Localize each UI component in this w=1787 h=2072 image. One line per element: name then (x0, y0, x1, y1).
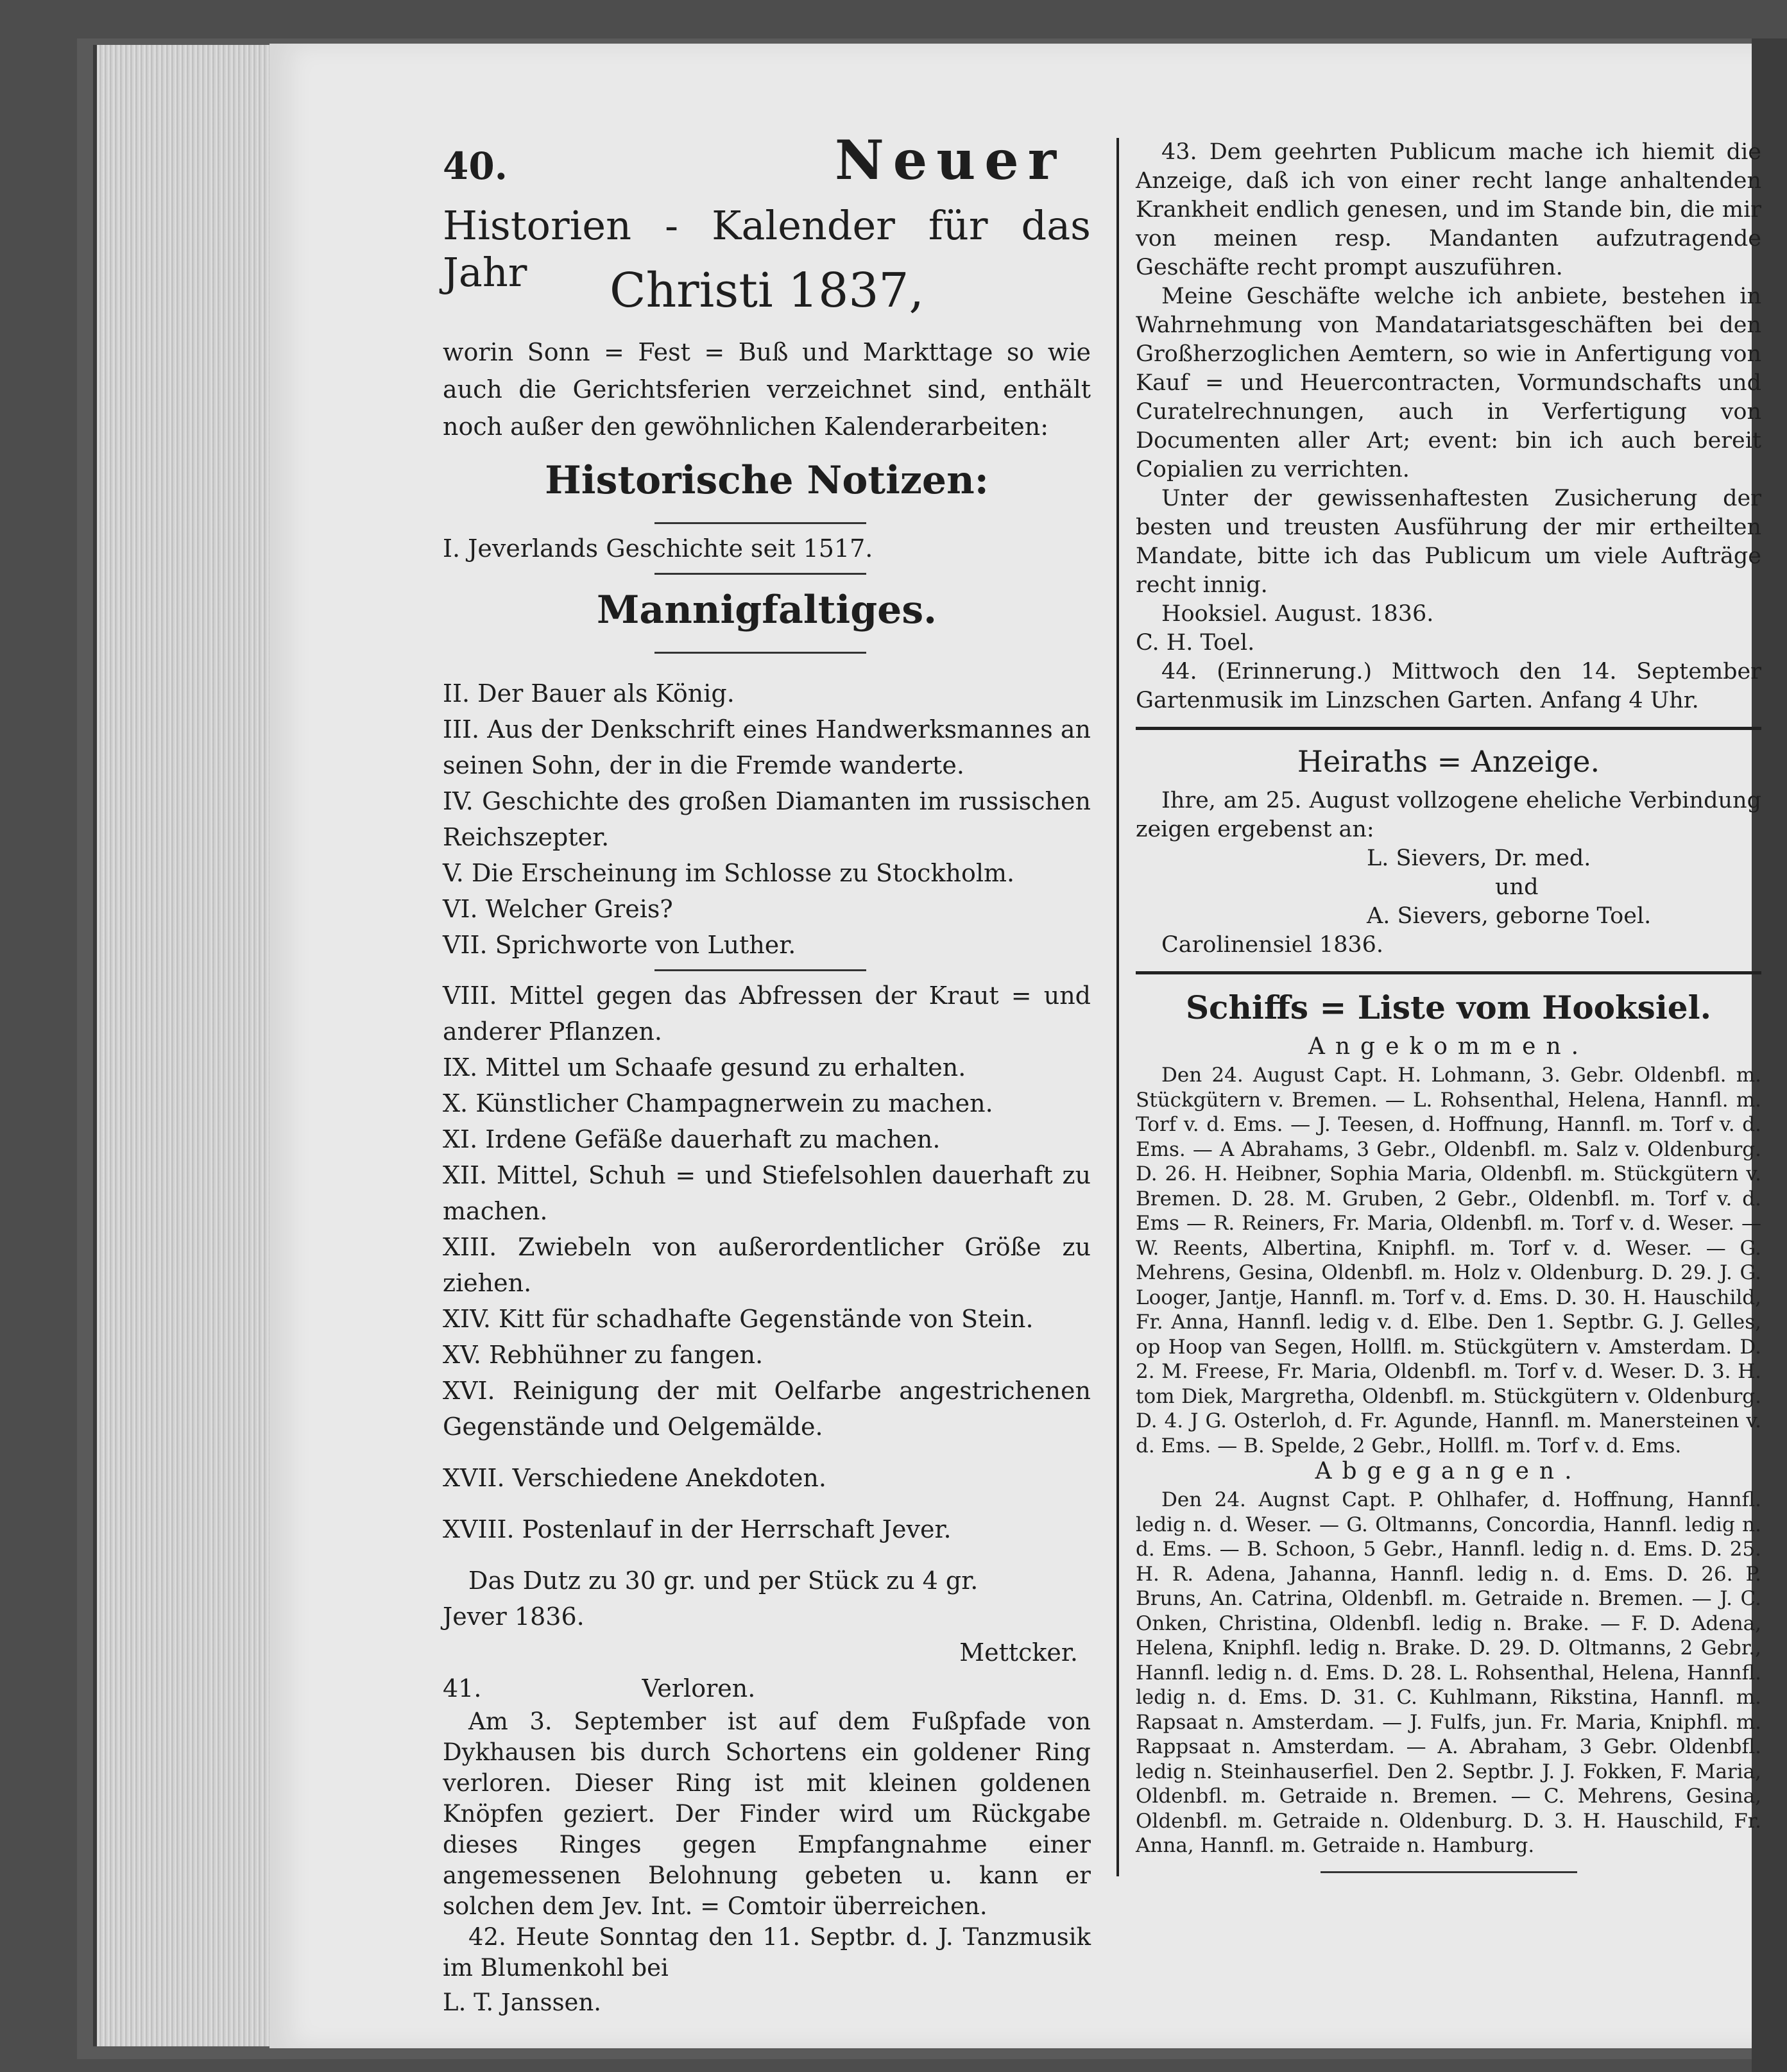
list-item: XV. Rebhühner zu fangen. (443, 1341, 764, 1369)
ad-43-place-date: Hooksiel. August. 1836. (1161, 601, 1434, 627)
title-line-3: Christi 1837, (609, 263, 925, 318)
notes-heading: Historische Notizen: (545, 458, 989, 503)
list-item: VII. Sprichworte von Luther. (443, 931, 796, 959)
ad-43-paragraph-3: Unter der gewissenhaftesten Zusicherung der besten und treusten Ausführung der mir ertheilten Mandate, bitte ich das Publicum um viele Aufträge recht innig. (1136, 486, 1761, 598)
left-column (443, 128, 1091, 2018)
ad-43-paragraph-1: 43. Dem geehrten Publicum mache ich hiemit die Anzeige, daß ich von einer recht lange anhaltenden Krankheit endlich genesen, und im Stande bin, die mir von meinen resp. Mandanten aufzutragende Geschäfte recht prompt auszuführen. (1136, 139, 1761, 280)
ad-44-text: 44. (Erinnerung.) Mittwoch den 14. September Gartenmusik im Linzschen Garten. Anfang 4 Uhr. (1136, 659, 1761, 713)
list-item: XVI. Reinigung der mit Oelfarbe angestrichenen Gegenstände und Oelgemälde. (443, 1377, 1091, 1441)
list-item: XI. Irdene Gefäße dauerhaft zu machen. (443, 1125, 941, 1153)
marriage-heading: Heiraths = Anzeige. (1297, 744, 1600, 779)
marriage-place-date: Carolinensiel 1836. (1161, 932, 1384, 958)
column-divider (1116, 138, 1119, 1876)
list-item: XII. Mittel, Schuh = und Stiefelsohlen dauerhaft zu machen. (443, 1161, 1091, 1225)
list-item: XIII. Zwiebeln von außerordentlicher Größe zu ziehen. (443, 1233, 1091, 1297)
list-item: VI. Welcher Greis? (443, 895, 673, 923)
ad-title: Verloren. (642, 1674, 756, 1703)
arrived-heading: Angekommen. (1308, 1033, 1589, 1060)
title-line-1: Neuer (835, 128, 1065, 192)
departed-heading: Abgegangen. (1315, 1458, 1582, 1484)
ad-43-signature: C. H. Toel. (1136, 630, 1255, 656)
ad-41-text: Am 3. September ist auf dem Fußpfade von Dykhausen bis durch Schortens ein goldener Ring verloren. Dieser Ring ist mit kleinen goldenen Knöpfen geziert. Der Finder wird um Rückgabe dieses Ringes gegen Empfangnahme einer angemessenen Belohnung gebeten u. kann er solchen dem Jev. Int. = Comtoir überreichen. (443, 1708, 1091, 1920)
arrived-list: Den 24. August Capt. H. Lohmann, 3. Gebr. Oldenbfl. m. Stückgütern v. Bremen. — L. Rohsenthal, Helena, Hannfl. m. Torf v. d. Ems. — J. Teesen, d. Hoffnung, Hannfl. m. Torf v. d. Ems. — A Abrahams, 3 Gebr., Oldenbfl. m. Salz v. Oldenburg. D. 26. H. Heibner, Sophia Maria, Oldenbfl. m. Stückgütern v. Bremen. D. 28. M. Gruben, 2 Gebr., Oldenbfl. m. Torf v. d. Ems — R. Reiners, Fr. Maria, Oldenbfl. m. Torf v. d. Weser. — W. Reents, Albertina, Kniphfl. m. Torf v. d. Weser. — G. Mehrens, Gesina, Oldenbfl. m. Holz v. Oldenburg. D. 29. J. G. Looger, Jantje, Hannfl. m. Torf v. d. Ems. D. 30. H. Hauschild, Fr. Anna, Hannfl. ledig v. d. Elbe. Den 1. Septbr. G. J. Gelles, op Hoop van Segen, Hollfl. m. Stückgütern v. Amsterdam. D. 2. M. Freese, Fr. Maria, Oldenbfl. m. Torf v. d. Weser. D. 3. H. tom Diek, Margretha, Oldenbfl. m. Stückgütern v. Oldenburg. D. 4. J G. Osterloh, d. Fr. Agunde, Hannfl. m. Manersteinen v. d. Ems. — B. Spelde, 2 Gebr., Hollfl. m. Torf v. d. Ems. (1136, 1064, 1761, 1457)
misc-heading: Mannigfaltiges. (596, 588, 937, 633)
right-column (1136, 138, 1761, 1873)
ad-42-signature: L. T. Janssen. (443, 1989, 602, 2016)
list-item: II. Der Bauer als König. (443, 679, 735, 708)
divider (654, 652, 866, 654)
ships-heading: Schiffs = Liste vom Hooksiel. (1185, 989, 1712, 1026)
divider (654, 969, 866, 971)
page-number: 40. (443, 144, 508, 188)
signature: Mettcker. (959, 1638, 1078, 1667)
departed-list: Den 24. Augnst Capt. P. Ohlhafer, d. Hoffnung, Hannfl. ledig n. d. Weser. — G. Oltmanns, Concordia, Hannfl. ledig n. d. Ems. — B. Schoon, 5 Gebr., Hannfl. ledig n. d. Ems. D. 25. H. R. Adena, Jahanna, Hannfl. ledig n. d. Ems. D. 26. P. Bruns, An. Catrina, Oldenbfl. m. Getraide n. Bremen. — J. C. Onken, Christina, Oldenbfl. ledig n. Brake. — F. D. Adena, Helena, Kniphfl. ledig n. Brake. D. 29. D. Oltmanns, 2 Gebr., Hannfl. ledig n. d. Ems. D. 28. L. Rohsenthal, Helena, Hannfl. ledig n. d. Ems. D. 31. C. Kuhlmann, Rikstina, Hannfl. m. Rapsaat n. Amsterdam. — J. Fulfs, jun. Fr. Maria, Kniphfl. m. Rappsaat n. Amsterdam. — A. Abraham, 3 Gebr. Oldenbfl. ledig n. Steinhauserfiel. Den 2. Septbr. J. J. Fokken, F. Maria, Oldenbfl. m. Getraide n. Bremen. — C. Mehrens, Gesina, Oldenbfl. m. Getraide n. Oldenburg. D. 3. H. Hauschild, Fr. Anna, Hannfl. m. Getraide n. Hamburg. (1136, 1488, 1761, 1857)
list-item: IX. Mittel um Schaafe gesund zu erhalten. (443, 1053, 966, 1082)
marriage-and: und (1495, 874, 1539, 900)
place-date: Jever 1836. (443, 1602, 585, 1631)
price-line: Das Dutz zu 30 gr. und per Stück zu 4 gr. (468, 1567, 979, 1595)
notes-item-1: I. Jeverlands Geschichte seit 1517. (443, 534, 873, 563)
marriage-name-2: A. Sievers, geborne Toel. (1367, 903, 1652, 929)
ad-41-header (443, 1670, 1091, 1706)
misc-list (443, 675, 1091, 1445)
ad-43-paragraph-2: Meine Geschäfte welche ich anbiete, bestehen in Wahrnehmung von Mandatariatsgeschäften bei den Großherzoglichen Aemtern, so wie in Anfertigung von Kauf = und Heuercontracten, Vormundschafts und Curatelrechnungen, auch in Verfertigung von Documenten aller Art; event: bin ich auch bereit Copialien zu verrichten. (1136, 284, 1761, 482)
ad-42-text: 42. Heute Sonntag den 11. Septbr. d. J. Tanzmusik im Blumenkohl bei (443, 1923, 1091, 1982)
misc-item-18: XVIII. Postenlauf in der Herrschaft Jever. (443, 1515, 952, 1543)
marriage-name-1: L. Sievers, Dr. med. (1367, 845, 1591, 871)
intro-text: worin Sonn = Fest = Buß und Markttage so wie auch die Gerichtsferien verzeichnet sind, enthält noch außer den gewöhnlichen Kalenderarbeiten: (443, 338, 1091, 441)
divider (654, 573, 866, 575)
masthead (443, 128, 1091, 202)
section-divider (1136, 971, 1761, 974)
list-item: III. Aus der Denkschrift eines Handwerksmannes an seinen Sohn, der in die Fremde wanderte. (443, 715, 1091, 779)
section-divider (1136, 727, 1761, 730)
page-stack-edge (93, 45, 283, 2046)
end-rule (1321, 1871, 1577, 1873)
list-item: V. Die Erscheinung im Schlosse zu Stockholm. (443, 859, 1015, 887)
title-line-2: Historien - Kalender für das Jahr (443, 202, 1091, 296)
marriage-text: Ihre, am 25. August vollzogene eheliche Verbindung zeigen ergebenst an: (1136, 788, 1761, 842)
list-item: X. Künstlicher Champagnerwein zu machen. (443, 1089, 993, 1117)
list-item: IV. Geschichte des großen Diamanten im russischen Reichszepter. (443, 787, 1091, 851)
list-item: VIII. Mittel gegen das Abfressen der Kraut = und anderer Pflanzen. (443, 981, 1091, 1046)
ad-number: 41. (443, 1674, 482, 1703)
list-item: XIV. Kitt für schadhafte Gegenstände von Stein. (443, 1305, 1034, 1333)
misc-item-17: XVII. Verschiedene Anekdoten. (443, 1464, 826, 1492)
divider (654, 522, 866, 524)
